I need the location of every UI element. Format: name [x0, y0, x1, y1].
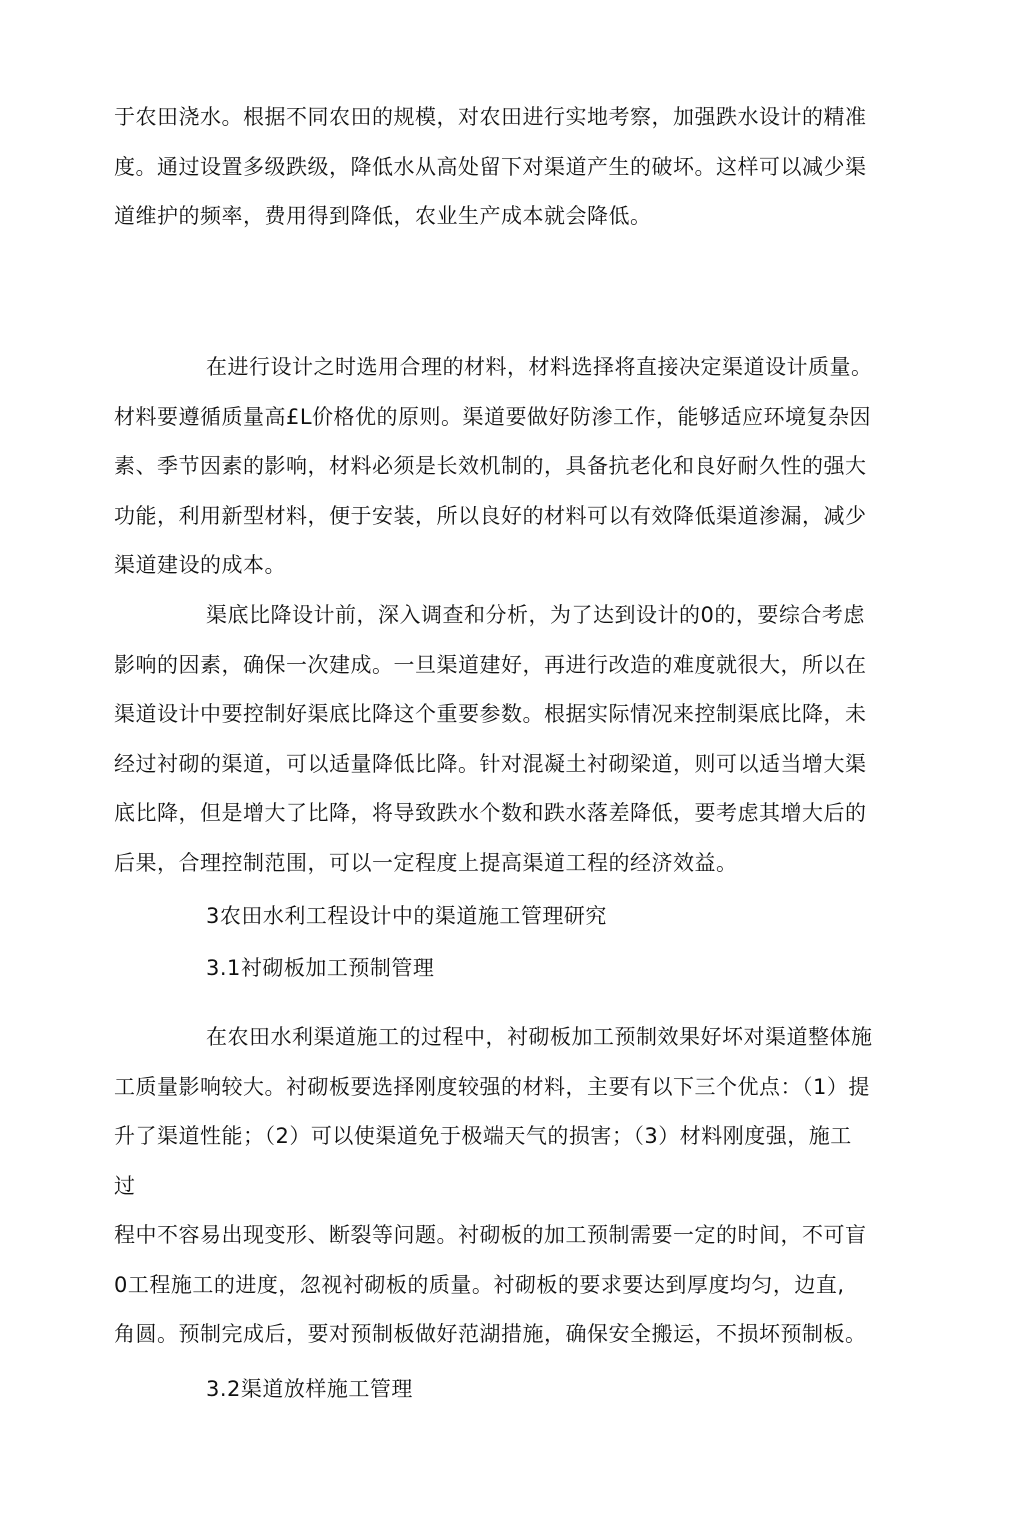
text-line: 度。通过设置多级跌级，降低水从高处留下对渠道产生的破坏。这样可以减少渠	[114, 155, 867, 179]
text-line: 渠道建设的成本。	[114, 553, 286, 577]
text-line: 于农田浇水。根据不同农田的规模，对农田进行实地考察，加强跌水设计的精准	[114, 105, 867, 129]
text-line: 底比降，但是增大了比降，将导致跌水个数和跌水落差降低，要考虑其增大后的	[114, 801, 867, 825]
text-line: 0工程施工的进度，忽视衬砌板的质量。衬砌板的要求要达到厚度均匀，边直,	[114, 1273, 845, 1297]
text-line: 后果，合理控制范围，可以一定程度上提高渠道工程的经济效益。	[114, 851, 738, 875]
text-line: 程中不容易出现变形、断裂等问题。衬砌板的加工预制需要一定的时间，不可盲	[114, 1223, 867, 1247]
text-line: 渠底比降设计前，深入调查和分析，为了达到设计的0的，要综合考虑	[206, 603, 865, 627]
subsection-heading: 3.1衬砌板加工预制管理	[206, 956, 435, 980]
subsection-heading: 3.2渠道放样施工管理	[206, 1377, 413, 1401]
text-line: 角圆。预制完成后，要对预制板做好范湖措施，确保安全搬运，不损坏预制板。	[114, 1322, 867, 1346]
text-line: 升了渠道性能；（2）可以使渠道免于极端天气的损害；（3）材料刚度强，施工	[114, 1124, 852, 1148]
text-line: 过	[114, 1174, 136, 1198]
text-line: 在农田水利渠道施工的过程中，衬砌板加工预制效果好坏对渠道整体施	[206, 1025, 873, 1049]
text-line: 渠道设计中要控制好渠底比降这个重要参数。根据实际情况来控制渠底比降，未	[114, 702, 867, 726]
text-line: 道维护的频率，费用得到降低，农业生产成本就会降低。	[114, 204, 652, 228]
text-line: 影响的因素，确保一次建成。一旦渠道建好，再进行改造的难度就很大，所以在	[114, 653, 867, 677]
text-line: 材料要遵循质量高£L价格优的原则。渠道要做好防渗工作，能够适应环境复杂因	[114, 405, 872, 429]
section-heading: 3农田水利工程设计中的渠道施工管理研究	[206, 904, 607, 928]
text-line: 经过衬砌的渠道，可以适量降低比降。针对混凝土衬砌梁道，则可以适当增大渠	[114, 752, 867, 776]
text-line: 功能，利用新型材料，便于安装，所以良好的材料可以有效降低渠道渗漏，减少	[114, 504, 867, 528]
text-line: 素、季节因素的影响，材料必须是长效机制的，具备抗老化和良好耐久性的强大	[114, 454, 867, 478]
text-line: 工质量影响较大。衬砌板要选择刚度较强的材料，主要有以下三个优点：（1）提	[114, 1075, 870, 1099]
text-line: 在进行设计之时选用合理的材料，材料选择将直接决定渠道设计质量。	[206, 355, 873, 379]
